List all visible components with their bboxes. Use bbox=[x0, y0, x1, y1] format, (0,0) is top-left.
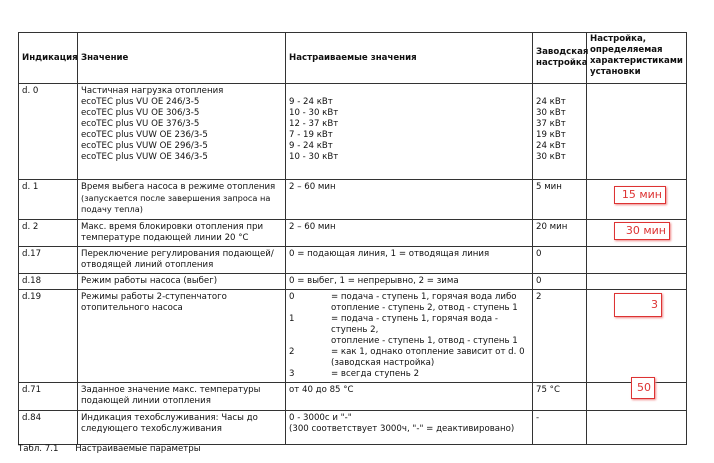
row-indication: d.18 bbox=[19, 274, 78, 290]
row-factory: 0 bbox=[533, 274, 587, 290]
row-custom bbox=[587, 411, 687, 445]
value-line: ecoTEC plus VU OE 246/3-5 bbox=[81, 97, 200, 107]
annotation-d19: 3 bbox=[614, 293, 662, 317]
mode-key: 2 bbox=[289, 347, 295, 357]
row-indication: d.17 bbox=[19, 247, 78, 274]
caption-number: Табл. 7.1 bbox=[18, 444, 59, 454]
header-value: Значение bbox=[78, 33, 286, 84]
row-settings: 0 = выбег, 1 = непрерывно, 2 = зима bbox=[286, 274, 533, 290]
table-caption bbox=[18, 444, 200, 454]
header-row bbox=[19, 33, 687, 84]
mode-desc-cont: (заводская настройка) bbox=[331, 358, 435, 368]
row-indication: d.71 bbox=[19, 383, 78, 411]
row-settings bbox=[286, 290, 533, 383]
row-settings: от 40 до 85 °C bbox=[286, 383, 533, 411]
mode-key: 0 bbox=[289, 292, 295, 302]
row-factory: - bbox=[533, 411, 587, 445]
annotation-d2: 30 мин bbox=[614, 222, 670, 240]
value-text: Время выбега насоса в режиме отопления bbox=[81, 182, 276, 192]
mode-desc: = как 1, однако отопление зависит от d. 0 bbox=[331, 347, 525, 357]
row-settings: 2 – 60 мин bbox=[286, 180, 533, 220]
mode-desc: = подача - ступень 1, горячая вода либо bbox=[331, 292, 517, 302]
table-row bbox=[19, 84, 687, 180]
mode-key: 1 bbox=[289, 314, 295, 324]
mode-desc-cont: отопление - ступень 1, отвод - ступень 1 bbox=[331, 336, 518, 346]
row-indication: d. 0 bbox=[19, 84, 78, 180]
row-indication: d.84 bbox=[19, 411, 78, 445]
setting-line: 12 - 37 кВт bbox=[289, 119, 339, 129]
annotation-d71: 50 bbox=[631, 377, 655, 399]
header-custom: Настройка, определяемая характеристиками установки bbox=[587, 33, 687, 84]
row-indication: d.19 bbox=[19, 290, 78, 383]
factory-line: 24 кВт bbox=[536, 141, 566, 151]
header-settings: Настраиваемые значения bbox=[286, 33, 533, 84]
factory-line: 30 кВт bbox=[536, 108, 566, 118]
pump-mode-1 bbox=[289, 314, 529, 336]
row-factory bbox=[533, 84, 587, 180]
row-factory: 5 мин bbox=[533, 180, 587, 220]
table-row bbox=[19, 247, 687, 274]
table-row bbox=[19, 180, 687, 220]
row-value bbox=[78, 84, 286, 180]
mode-desc: = подача - ступень 1, горячая вода - ступень 2, bbox=[331, 314, 498, 335]
header-indication: Индикация bbox=[19, 33, 78, 84]
setting-line: 7 - 19 кВт bbox=[289, 130, 333, 140]
mode-desc: = всегда ступень 2 bbox=[331, 369, 420, 379]
row-value: Индикация техобслуживания: Часы до следующего техобслуживания bbox=[78, 411, 286, 445]
value-line: ecoTEC plus VU OE 306/3-5 bbox=[81, 108, 200, 118]
row-factory: 0 bbox=[533, 247, 587, 274]
setting-note: (300 соответствует 3000ч, "-" = деактивировано) bbox=[289, 424, 515, 434]
value-line: ecoTEC plus VUW OE 236/3-5 bbox=[81, 130, 208, 140]
row-custom bbox=[587, 247, 687, 274]
header-factory: Заводская настройка bbox=[533, 33, 587, 84]
factory-line: 30 кВт bbox=[536, 152, 566, 162]
setting-text: 0 - 3000с и "-" bbox=[289, 413, 352, 423]
table-row bbox=[19, 220, 687, 247]
value-line: Частичная нагрузка отопления bbox=[81, 86, 224, 96]
pump-mode-0 bbox=[289, 292, 529, 303]
row-settings bbox=[286, 411, 533, 445]
mode-desc-cont: отопление - ступень 2, отвод - ступень 1 bbox=[331, 303, 518, 313]
row-factory: 20 мин bbox=[533, 220, 587, 247]
setting-line: 10 - 30 кВт bbox=[289, 152, 339, 162]
setting-line: 9 - 24 кВт bbox=[289, 141, 333, 151]
row-value: Режим работы насоса (выбег) bbox=[78, 274, 286, 290]
value-line: ecoTEC plus VU OE 376/3-5 bbox=[81, 119, 200, 129]
caption-text: Настраиваемые параметры bbox=[75, 444, 201, 454]
factory-line: 19 кВт bbox=[536, 130, 566, 140]
pump-mode-2 bbox=[289, 347, 529, 358]
value-note: (запускается после завершения запроса на подачу тепла) bbox=[81, 193, 271, 214]
table-row bbox=[19, 383, 687, 411]
row-settings: 2 – 60 мин bbox=[286, 220, 533, 247]
table-row bbox=[19, 290, 687, 383]
value-line: ecoTEC plus VUW OE 346/3-5 bbox=[81, 152, 208, 162]
row-value: Режимы работы 2-ступенчатого отопительного насоса bbox=[78, 290, 286, 383]
factory-line: 24 кВт bbox=[536, 97, 566, 107]
row-value: Заданное значение макс. температуры подающей линии отопления bbox=[78, 383, 286, 411]
annotation-d1: 15 мин bbox=[614, 186, 666, 204]
row-custom bbox=[587, 274, 687, 290]
row-settings bbox=[286, 84, 533, 180]
row-settings: 0 = подающая линия, 1 = отводящая линия bbox=[286, 247, 533, 274]
row-factory: 2 bbox=[533, 290, 587, 383]
row-custom bbox=[587, 84, 687, 180]
factory-line: 37 кВт bbox=[536, 119, 566, 129]
row-indication: d. 2 bbox=[19, 220, 78, 247]
row-value: Переключение регулирования подающей/ отводящей линий отопления bbox=[78, 247, 286, 274]
setting-line: 10 - 30 кВт bbox=[289, 108, 339, 118]
pump-mode-3 bbox=[289, 369, 529, 380]
table-row bbox=[19, 411, 687, 445]
row-factory: 75 °C bbox=[533, 383, 587, 411]
table-row bbox=[19, 274, 687, 290]
row-value bbox=[78, 180, 286, 220]
row-value: Макс. время блокировки отопления при температуре подающей линии 20 °C bbox=[78, 220, 286, 247]
setting-line: 9 - 24 кВт bbox=[289, 97, 333, 107]
row-indication: d. 1 bbox=[19, 180, 78, 220]
value-line: ecoTEC plus VUW OE 296/3-5 bbox=[81, 141, 208, 151]
mode-key: 3 bbox=[289, 369, 295, 379]
parameters-table bbox=[18, 32, 687, 445]
